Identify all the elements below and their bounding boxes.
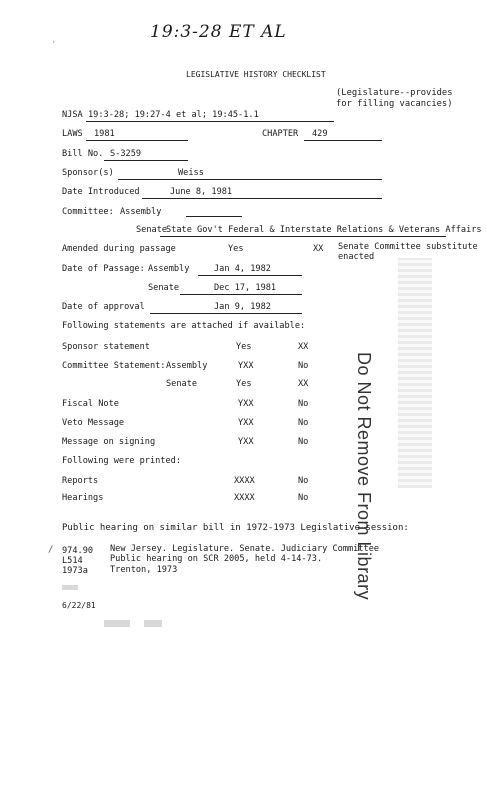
fiscal-note-yes: YXX (238, 399, 254, 409)
hearings-label: Hearings (62, 493, 104, 503)
printed-label: Following were printed: (62, 456, 181, 466)
hearings-no: No (298, 493, 309, 503)
passage-assembly-value: Jan 4, 1982 (214, 264, 271, 274)
passage-assembly-underline (198, 275, 302, 276)
reference-line-3: Trenton, 1973 (110, 565, 178, 575)
approval-label: Date of approval (62, 302, 145, 312)
stamp-watermark (398, 258, 432, 488)
amended-note-1: Senate Committee substitute (338, 242, 478, 252)
reference-line-2: Public hearing on SCR 2005, held 4-14-73. (110, 554, 323, 564)
margin-mark: / (48, 545, 54, 555)
amended-no: XX (313, 244, 324, 254)
committee-senate-label: Senate (136, 225, 168, 235)
chapter-value: 429 (312, 129, 328, 139)
bill-underline (104, 160, 188, 161)
chapter-underline (304, 140, 382, 141)
sponsor-statement-label: Sponsor statement (62, 342, 150, 352)
date-introduced-underline (142, 198, 382, 199)
library-stamp: Do Not Remove From Library (354, 352, 374, 601)
laws-label: LAWS (62, 129, 83, 139)
chapter-label: CHAPTER (262, 129, 299, 139)
document-title: LEGISLATIVE HISTORY CHECKLIST (186, 70, 326, 79)
amended-label: Amended during passage (62, 244, 176, 254)
public-hearing-line: Public hearing on similar bill in 1972-1973 Legislative session: (62, 523, 409, 533)
reference-line-1: New Jersey. Legislature. Senate. Judiciary Committee (110, 544, 380, 554)
committee-statement-senate-no: XX (298, 379, 309, 389)
faded-stamp-2 (144, 620, 162, 627)
signing-message-no: No (298, 437, 309, 447)
corner-dot: · (52, 39, 56, 46)
njsa-value: 19:3-28; 19:27-4 et al; 19:45-1.1 (88, 110, 259, 120)
call-number-1: 974.90 (62, 546, 94, 556)
footer-date: 6/22/81 (62, 601, 96, 610)
passage-senate-underline (180, 294, 302, 295)
approval-underline (150, 313, 302, 314)
note-line-1: (Legislature--provides (336, 88, 453, 98)
handwritten-header: 19:3-28 ET AL (150, 22, 287, 42)
date-introduced-value: June 8, 1981 (170, 187, 233, 197)
passage-assembly-label: Assembly (148, 264, 190, 274)
sponsor-value: Weiss (178, 168, 204, 178)
fiscal-note-no: No (298, 399, 309, 409)
sponsor-statement-yes: Yes (236, 342, 252, 352)
committee-statement-assembly-no: No (298, 361, 309, 371)
signing-message-label: Message on signing (62, 437, 156, 447)
amended-note-2: enacted (338, 252, 375, 262)
passage-label: Date of Passage: (62, 264, 145, 274)
committee-label: Committee: (62, 207, 114, 217)
attached-label: Following statements are attached if available: (62, 321, 306, 331)
reports-no: No (298, 476, 309, 486)
njsa-underline (86, 121, 334, 122)
veto-message-yes: YXX (238, 418, 254, 428)
call-number-2: L514 (62, 556, 83, 566)
call-number-3: 1973a (62, 566, 88, 576)
fiscal-note-label: Fiscal Note (62, 399, 119, 409)
laws-value: 1981 (94, 129, 115, 139)
signing-message-yes: YXX (238, 437, 254, 447)
njsa-label: NJSA (62, 110, 83, 120)
faded-stamp-1 (104, 620, 130, 627)
committee-statement-senate-yes: Yes (236, 379, 252, 389)
committee-statement-assembly-label: Assembly (166, 361, 208, 371)
faded-mark (62, 585, 78, 590)
date-introduced-label: Date Introduced (62, 187, 140, 197)
committee-senate-value: State Gov't Federal & Interstate Relations & Veterans Affairs (166, 225, 482, 235)
committee-assembly-label: Assembly (120, 207, 162, 217)
laws-underline (86, 140, 188, 141)
committee-senate-underline (160, 236, 446, 237)
sponsor-label: Sponsor(s) (62, 168, 114, 178)
veto-message-no: No (298, 418, 309, 428)
committee-statement-assembly-yes: YXX (238, 361, 254, 371)
sponsor-underline (118, 179, 382, 180)
committee-statement-label: Committee Statement: (62, 361, 166, 371)
amended-yes: Yes (228, 244, 244, 254)
note-line-2: for filling vacancies) (336, 99, 453, 109)
bill-value: S-3259 (110, 149, 142, 159)
approval-value: Jan 9, 1982 (214, 302, 271, 312)
hearings-yes: XXXX (234, 493, 255, 503)
committee-statement-senate-label: Senate (166, 379, 198, 389)
bill-label: Bill No. (62, 149, 104, 159)
veto-message-label: Veto Message (62, 418, 125, 428)
passage-senate-label: Senate (148, 283, 180, 293)
reports-yes: XXXX (234, 476, 255, 486)
reports-label: Reports (62, 476, 99, 486)
committee-assembly-underline (186, 216, 242, 217)
passage-senate-value: Dec 17, 1981 (214, 283, 277, 293)
sponsor-statement-no: XX (298, 342, 309, 352)
